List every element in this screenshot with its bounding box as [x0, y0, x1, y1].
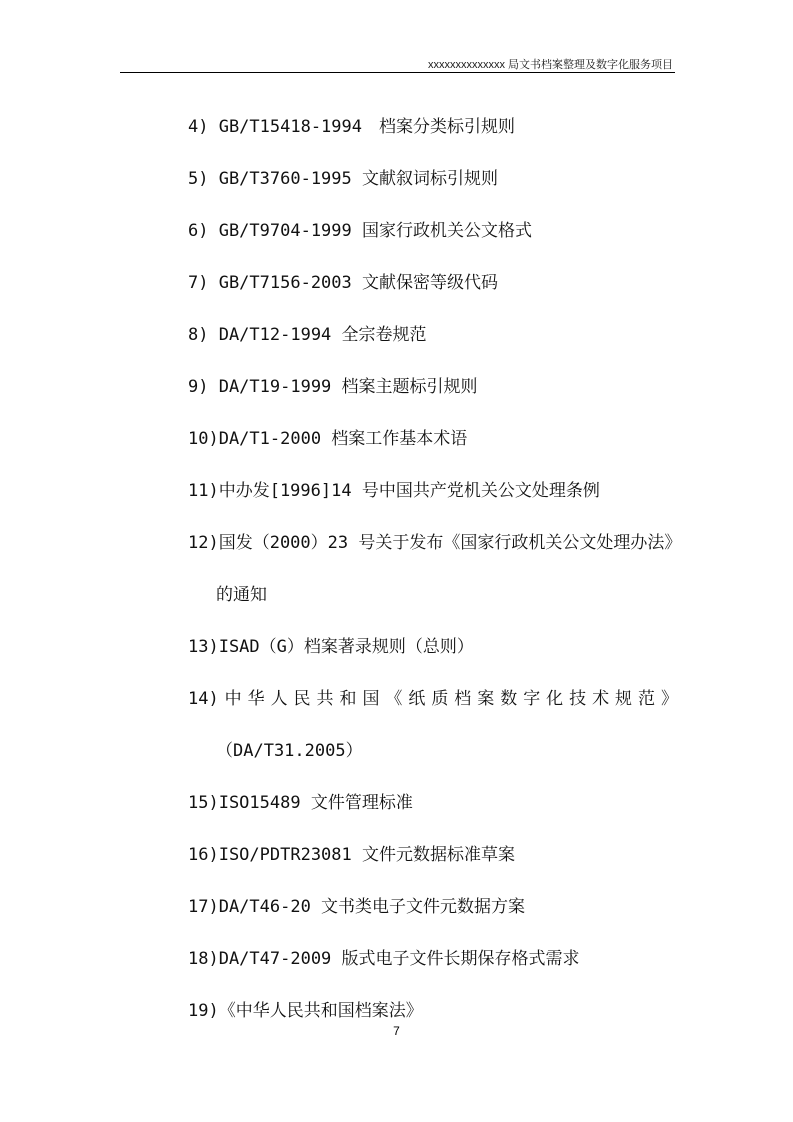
- reference-item: 9) DA/T19-1999 档案主题标引规则: [188, 377, 478, 397]
- reference-item: 6) GB/T9704-1999 国家行政机关公文格式: [188, 221, 532, 241]
- reference-list: [188, 101, 678, 1037]
- reference-item: 11)中办发[1996]14 号中国共产党机关公文处理条例: [188, 481, 600, 501]
- reference-item: 4) GB/T15418-1994 档案分类标引规则: [188, 117, 515, 137]
- reference-item: 16)ISO/PDTR23081 文件元数据标准草案: [188, 845, 515, 865]
- reference-item: 14)中华人民共和国《纸质档案数字化技术规范》（DA/T31.2005）: [188, 689, 678, 761]
- reference-item: 19)《中华人民共和国档案法》: [188, 1001, 423, 1021]
- reference-item: 17)DA/T46-20 文书类电子文件元数据方案: [188, 897, 526, 917]
- reference-item: 15)ISO15489 文件管理标准: [188, 793, 413, 813]
- header-rule: [120, 72, 675, 73]
- reference-item: 8) DA/T12-1994 全宗卷规范: [188, 325, 427, 345]
- running-header: xxxxxxxxxxxxxx 局文书档案整理及数字化服务项目: [427, 59, 673, 71]
- reference-item: 18)DA/T47-2009 版式电子文件长期保存格式需求: [188, 949, 580, 969]
- page-number: 7: [393, 1024, 400, 1038]
- reference-item: 10)DA/T1-2000 档案工作基本术语: [188, 429, 468, 449]
- reference-item: 5) GB/T3760-1995 文献叙词标引规则: [188, 169, 498, 189]
- reference-item: 7) GB/T7156-2003 文献保密等级代码: [188, 273, 498, 293]
- reference-item: 12)国发（2000）23 号关于发布《国家行政机关公文处理办法》的通知: [188, 533, 673, 605]
- reference-item: 13)ISAD（G）档案著录规则（总则）: [188, 637, 474, 657]
